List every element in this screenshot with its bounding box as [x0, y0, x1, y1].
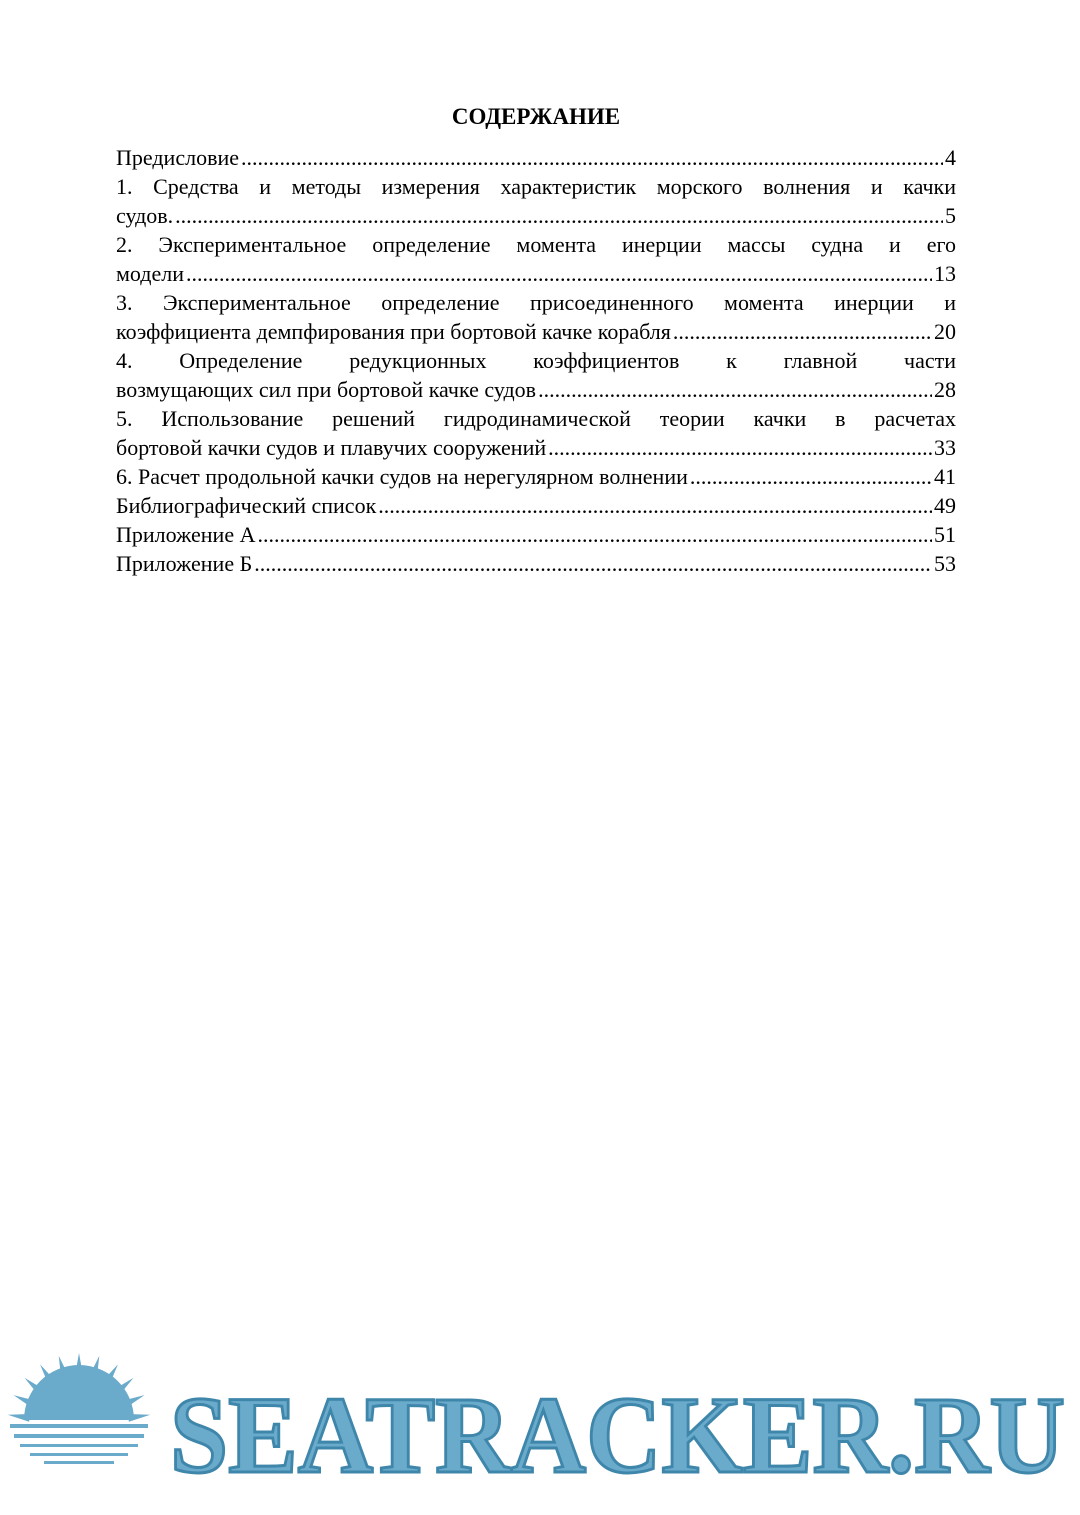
toc-entry-label: коэффициента демпфирования при бортовой качке корабля [116, 319, 671, 344]
toc-page-number: 5 [945, 203, 956, 228]
toc-entry-label: 5. Использование решений гидродинамической теории качки в расчетах [116, 406, 956, 431]
toc-page-number: 49 [934, 493, 956, 518]
toc-entry-2-line2[interactable] [116, 259, 956, 288]
toc-entry-preface[interactable] [116, 143, 956, 172]
toc-page-number: 13 [934, 261, 956, 286]
toc-entry-bibliography[interactable] [116, 491, 956, 520]
table-of-contents [116, 143, 956, 578]
toc-entry-3-line1[interactable] [116, 288, 956, 317]
toc-entry-label: 3. Экспериментальное определение присоединенного момента инерции и [116, 290, 956, 315]
toc-page-number: 20 [934, 319, 956, 344]
dot-leader [254, 549, 932, 578]
watermark-text: SEATRACKER.RU [170, 1374, 1065, 1490]
dot-leader [186, 259, 932, 288]
toc-page-number: 51 [934, 522, 956, 547]
toc-entry-label: модели [116, 261, 184, 286]
toc-entry-label: 4. Определение редукционных коэффициентов к главной части [116, 348, 956, 373]
toc-entry-label: 2. Экспериментальное определение момента инерции массы судна и его [116, 232, 956, 257]
toc-entry-label: бортовой качки судов и плавучих сооружений [116, 435, 547, 460]
dot-leader [673, 317, 932, 346]
toc-entry-appendix-b[interactable] [116, 549, 956, 578]
dot-leader [378, 491, 932, 520]
watermark [0, 1350, 1080, 1490]
dot-leader [175, 201, 943, 230]
toc-entry-5-line1[interactable] [116, 404, 956, 433]
toc-entry-1-line2[interactable] [116, 201, 956, 230]
page-title: СОДЕРЖАНИЕ [451, 104, 621, 129]
dot-leader [538, 375, 932, 404]
toc-entry-3-line2[interactable] [116, 317, 956, 346]
toc-entry-4-line2[interactable] [116, 375, 956, 404]
toc-page-number: 28 [934, 377, 956, 402]
toc-entry-label: возмущающих сил при бортовой качке судов [116, 377, 537, 402]
toc-entry-label: 1. Средства и методы измерения характеристик морского волнения и качки [116, 174, 956, 199]
toc-entry-4-line1[interactable] [116, 346, 956, 375]
toc-entry-label: Библиографический список [116, 493, 377, 518]
toc-entry-label: Приложение Б [116, 551, 253, 576]
toc-entry-label: Приложение А [116, 522, 256, 547]
toc-entry-5-line2[interactable] [116, 433, 956, 462]
toc-entry-label: судов. [116, 203, 174, 228]
sun-icon [8, 1353, 151, 1464]
toc-entry-label: Предисловие [116, 145, 239, 170]
toc-page-number: 4 [945, 145, 956, 170]
toc-entry-appendix-a[interactable] [116, 520, 956, 549]
dot-leader [690, 462, 932, 491]
watermark-graphic [0, 1350, 1080, 1490]
dot-leader [241, 143, 943, 172]
toc-page-number: 53 [934, 551, 956, 576]
toc-entry-1-line1[interactable] [116, 172, 956, 201]
toc-entry-6[interactable] [116, 462, 956, 491]
dot-leader [548, 433, 932, 462]
toc-page-number: 41 [934, 464, 956, 489]
toc-entry-2-line1[interactable] [116, 230, 956, 259]
toc-page-number: 33 [934, 435, 956, 460]
toc-entry-label: 6. Расчет продольной качки судов на нерегулярном волнении [116, 464, 688, 489]
dot-leader [257, 520, 932, 549]
